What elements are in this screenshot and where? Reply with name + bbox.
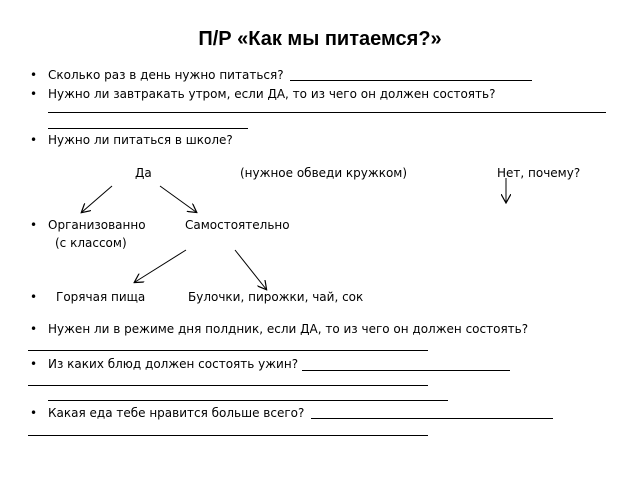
hint-circle-answer: (нужное обведи кружком) <box>240 166 408 180</box>
question-favorite-food: Какая еда тебе нравится больше всего? <box>48 406 305 420</box>
bullet: • <box>30 290 38 304</box>
answer-line[interactable] <box>311 418 553 419</box>
answer-line[interactable] <box>28 385 428 386</box>
option-organized[interactable]: Организованно <box>48 218 146 232</box>
answer-line[interactable] <box>28 350 428 351</box>
question-eat-at-school: Нужно ли питаться в школе? <box>48 133 233 147</box>
option-no[interactable]: Нет, почему? <box>497 166 581 180</box>
option-snacks[interactable]: Булочки, пирожки, чай, сок <box>188 290 364 304</box>
answer-line[interactable] <box>48 400 448 401</box>
option-yes[interactable]: Да <box>135 166 152 180</box>
question-afternoon-snack: Нужен ли в режиме дня полдник, если ДА, то из чего он должен состоять? <box>48 322 529 336</box>
arrow-yes-to-independent <box>160 186 196 212</box>
bullet: • <box>30 406 38 420</box>
arrow-independent-to-snacks <box>235 250 266 289</box>
bullet: • <box>30 357 38 371</box>
label-with-class: (с классом) <box>55 236 127 250</box>
option-independent[interactable]: Самостоятельно <box>185 218 290 232</box>
bullet: • <box>30 133 38 147</box>
page-title: П/Р «Как мы питаемся?» <box>198 28 442 50</box>
answer-line[interactable] <box>302 370 510 371</box>
arrow-yes-to-organized <box>82 186 112 212</box>
bullet: • <box>30 87 38 101</box>
answer-line[interactable] <box>28 435 428 436</box>
option-hot-meal[interactable]: Горячая пища <box>56 290 146 304</box>
bullet: • <box>30 322 38 336</box>
question-dinner: Из каких блюд должен состоять ужин? <box>48 357 299 371</box>
bullet: • <box>30 68 38 82</box>
question-breakfast: Нужно ли завтракать утром, если ДА, то из чего он должен состоять? <box>48 87 496 101</box>
arrow-independent-to-hot-meal <box>135 250 186 282</box>
question-meals-per-day: Сколько раз в день нужно питаться? <box>48 68 284 82</box>
bullet: • <box>30 218 38 232</box>
